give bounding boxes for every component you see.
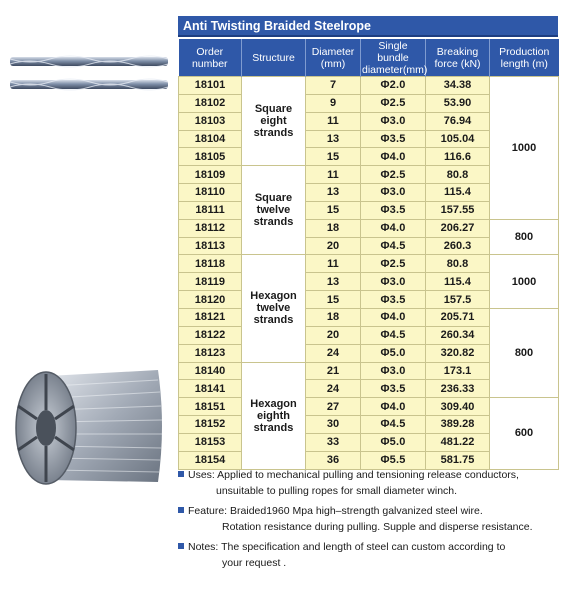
breaking-force-cell: 309.40 [426, 398, 490, 416]
bundle-diameter-cell: Φ4.0 [361, 398, 426, 416]
structure-cell [242, 255, 306, 362]
table-row [179, 308, 559, 326]
structure-cell [242, 77, 306, 166]
diameter-cell: 11 [306, 166, 361, 184]
bullet-square-icon [178, 471, 184, 477]
structure-label-line: twelve [256, 204, 291, 217]
diameter-cell: 11 [306, 112, 361, 130]
diameter-cell: 18 [306, 308, 361, 326]
feature-line-1: Feature: Braided1960 Mpa high–strength galvanized steel wire. [188, 505, 483, 517]
breaking-force-cell: 481.22 [426, 433, 490, 451]
breaking-force-cell: 157.5 [426, 291, 490, 309]
structure-label-line: strands [253, 314, 294, 327]
steel-rope-photo [10, 54, 168, 94]
header-diameter: Diameter (mm) [306, 39, 361, 77]
header-structure: Structure [242, 39, 306, 77]
breaking-force-cell: 173.1 [426, 362, 490, 380]
notes-line-1: Notes: The specification and length of steel can custom according to [188, 541, 506, 553]
diameter-cell: 9 [306, 94, 361, 112]
diameter-cell: 13 [306, 130, 361, 148]
bundle-diameter-cell: Φ4.5 [361, 237, 426, 255]
structure-cell [242, 166, 306, 255]
structure-label-line: strands [253, 421, 294, 434]
diameter-cell: 20 [306, 237, 361, 255]
diameter-cell: 7 [306, 77, 361, 95]
bundle-diameter-cell: Φ4.0 [361, 219, 426, 237]
order-number-cell: 18152 [179, 416, 242, 434]
cable-spool-photo [8, 362, 166, 490]
breaking-force-cell: 581.75 [426, 451, 490, 469]
diameter-cell: 24 [306, 344, 361, 362]
order-number-cell: 18102 [179, 94, 242, 112]
order-number-cell: 18141 [179, 380, 242, 398]
notes-line-2: your request . [222, 557, 287, 569]
diameter-cell: 33 [306, 433, 361, 451]
header-production-length: Production length (m) [490, 39, 559, 77]
order-number-cell: 18151 [179, 398, 242, 416]
order-number-cell: 18118 [179, 255, 242, 273]
bundle-diameter-cell: Φ5.0 [361, 344, 426, 362]
production-length-cell: 800 [490, 219, 559, 255]
uses-line-1: Uses: Applied to mechanical pulling and tensioning release conductors, [188, 469, 519, 481]
feature-note [178, 503, 573, 535]
structure-label-line: Hexagon [250, 397, 297, 410]
production-length-cell: 600 [490, 398, 559, 469]
table-row [179, 77, 559, 95]
breaking-force-cell: 157.55 [426, 201, 490, 219]
header-bundle-diameter: Single bundle diameter(mm) [362, 39, 428, 76]
order-number-cell: 18122 [179, 326, 242, 344]
diameter-cell: 15 [306, 148, 361, 166]
breaking-force-cell: 236.33 [426, 380, 490, 398]
header-breaking-force: Breaking force (kN) [426, 39, 490, 77]
table-row [179, 255, 559, 273]
order-number-cell: 18103 [179, 112, 242, 130]
table-header-row [179, 39, 559, 77]
bundle-diameter-cell: Φ3.0 [361, 184, 426, 202]
breaking-force-cell: 260.34 [426, 326, 490, 344]
structure-label-line: Hexagon [250, 290, 297, 303]
diameter-cell: 27 [306, 398, 361, 416]
diameter-cell: 13 [306, 184, 361, 202]
bundle-diameter-cell: Φ2.0 [361, 77, 426, 95]
bundle-diameter-cell: Φ3.5 [361, 291, 426, 309]
order-number-cell: 18154 [179, 451, 242, 469]
breaking-force-cell: 80.8 [426, 166, 490, 184]
structure-cell [242, 362, 306, 469]
bundle-diameter-cell: Φ3.5 [361, 130, 426, 148]
table-row [179, 219, 559, 237]
order-number-cell: 18110 [179, 184, 242, 202]
production-length-cell: 1000 [490, 255, 559, 309]
bundle-diameter-cell: Φ3.0 [361, 273, 426, 291]
table-row [179, 398, 559, 416]
diameter-cell: 13 [306, 273, 361, 291]
breaking-force-cell: 53.90 [426, 94, 490, 112]
order-number-cell: 18105 [179, 148, 242, 166]
diameter-cell: 18 [306, 219, 361, 237]
breaking-force-cell: 206.27 [426, 219, 490, 237]
bullet-square-icon [178, 543, 184, 549]
order-number-cell: 18101 [179, 77, 242, 95]
bundle-diameter-cell: Φ4.0 [361, 308, 426, 326]
bundle-diameter-cell: Φ5.0 [361, 433, 426, 451]
structure-label-line: Square [254, 103, 293, 116]
table-title: Anti Twisting Braided Steelrope [178, 16, 558, 37]
bundle-diameter-cell: Φ4.0 [361, 148, 426, 166]
bundle-diameter-cell: Φ3.0 [361, 112, 426, 130]
order-number-cell: 18119 [179, 273, 242, 291]
structure-label-line: eight [260, 115, 287, 128]
uses-note [178, 467, 573, 499]
breaking-force-cell: 205.71 [426, 308, 490, 326]
diameter-cell: 20 [306, 326, 361, 344]
breaking-force-cell: 260.3 [426, 237, 490, 255]
header-order-number: Order number [179, 39, 242, 77]
structure-label-line: eighth [257, 409, 290, 422]
breaking-force-cell: 115.4 [426, 184, 490, 202]
bundle-diameter-cell: Φ2.5 [361, 94, 426, 112]
notes-note [178, 539, 573, 571]
diameter-cell: 30 [306, 416, 361, 434]
feature-line-2: Rotation resistance during pulling. Supple and disperse resistance. [222, 521, 533, 533]
order-number-cell: 18140 [179, 362, 242, 380]
order-number-cell: 18120 [179, 291, 242, 309]
production-length-cell: 1000 [490, 77, 559, 220]
bundle-diameter-cell: Φ4.5 [361, 416, 426, 434]
order-number-cell: 18113 [179, 237, 242, 255]
diameter-cell: 15 [306, 201, 361, 219]
bullet-square-icon [178, 507, 184, 513]
bundle-diameter-cell: Φ5.5 [361, 451, 426, 469]
diameter-cell: 36 [306, 451, 361, 469]
bundle-diameter-cell: Φ3.5 [361, 380, 426, 398]
notes-section [178, 467, 573, 575]
diameter-cell: 24 [306, 380, 361, 398]
spec-table [178, 39, 559, 470]
diameter-cell: 11 [306, 255, 361, 273]
bundle-diameter-cell: Φ4.5 [361, 326, 426, 344]
bundle-diameter-cell: Φ2.5 [361, 166, 426, 184]
order-number-cell: 18153 [179, 433, 242, 451]
bundle-diameter-cell: Φ2.5 [361, 255, 426, 273]
uses-line-2: unsuitable to pulling ropes for small diameter winch. [216, 485, 458, 497]
bundle-diameter-cell: Φ3.0 [361, 362, 426, 380]
breaking-force-cell: 389.28 [426, 416, 490, 434]
bundle-diameter-cell: Φ3.5 [361, 201, 426, 219]
breaking-force-cell: 80.8 [426, 255, 490, 273]
breaking-force-cell: 105.04 [426, 130, 490, 148]
breaking-force-cell: 76.94 [426, 112, 490, 130]
table-body [179, 77, 559, 470]
diameter-cell: 21 [306, 362, 361, 380]
structure-label-line: twelve [256, 302, 291, 315]
diameter-cell: 15 [306, 291, 361, 309]
order-number-cell: 18111 [179, 201, 242, 219]
breaking-force-cell: 34.38 [426, 77, 490, 95]
production-length-cell: 800 [490, 308, 559, 397]
breaking-force-cell: 116.6 [426, 148, 490, 166]
order-number-cell: 18109 [179, 166, 242, 184]
structure-label-line: strands [253, 127, 294, 140]
structure-label-line: Square [254, 192, 293, 205]
order-number-cell: 18104 [179, 130, 242, 148]
order-number-cell: 18121 [179, 308, 242, 326]
breaking-force-cell: 115.4 [426, 273, 490, 291]
breaking-force-cell: 320.82 [426, 344, 490, 362]
structure-label-line: strands [253, 216, 294, 229]
order-number-cell: 18123 [179, 344, 242, 362]
order-number-cell: 18112 [179, 219, 242, 237]
